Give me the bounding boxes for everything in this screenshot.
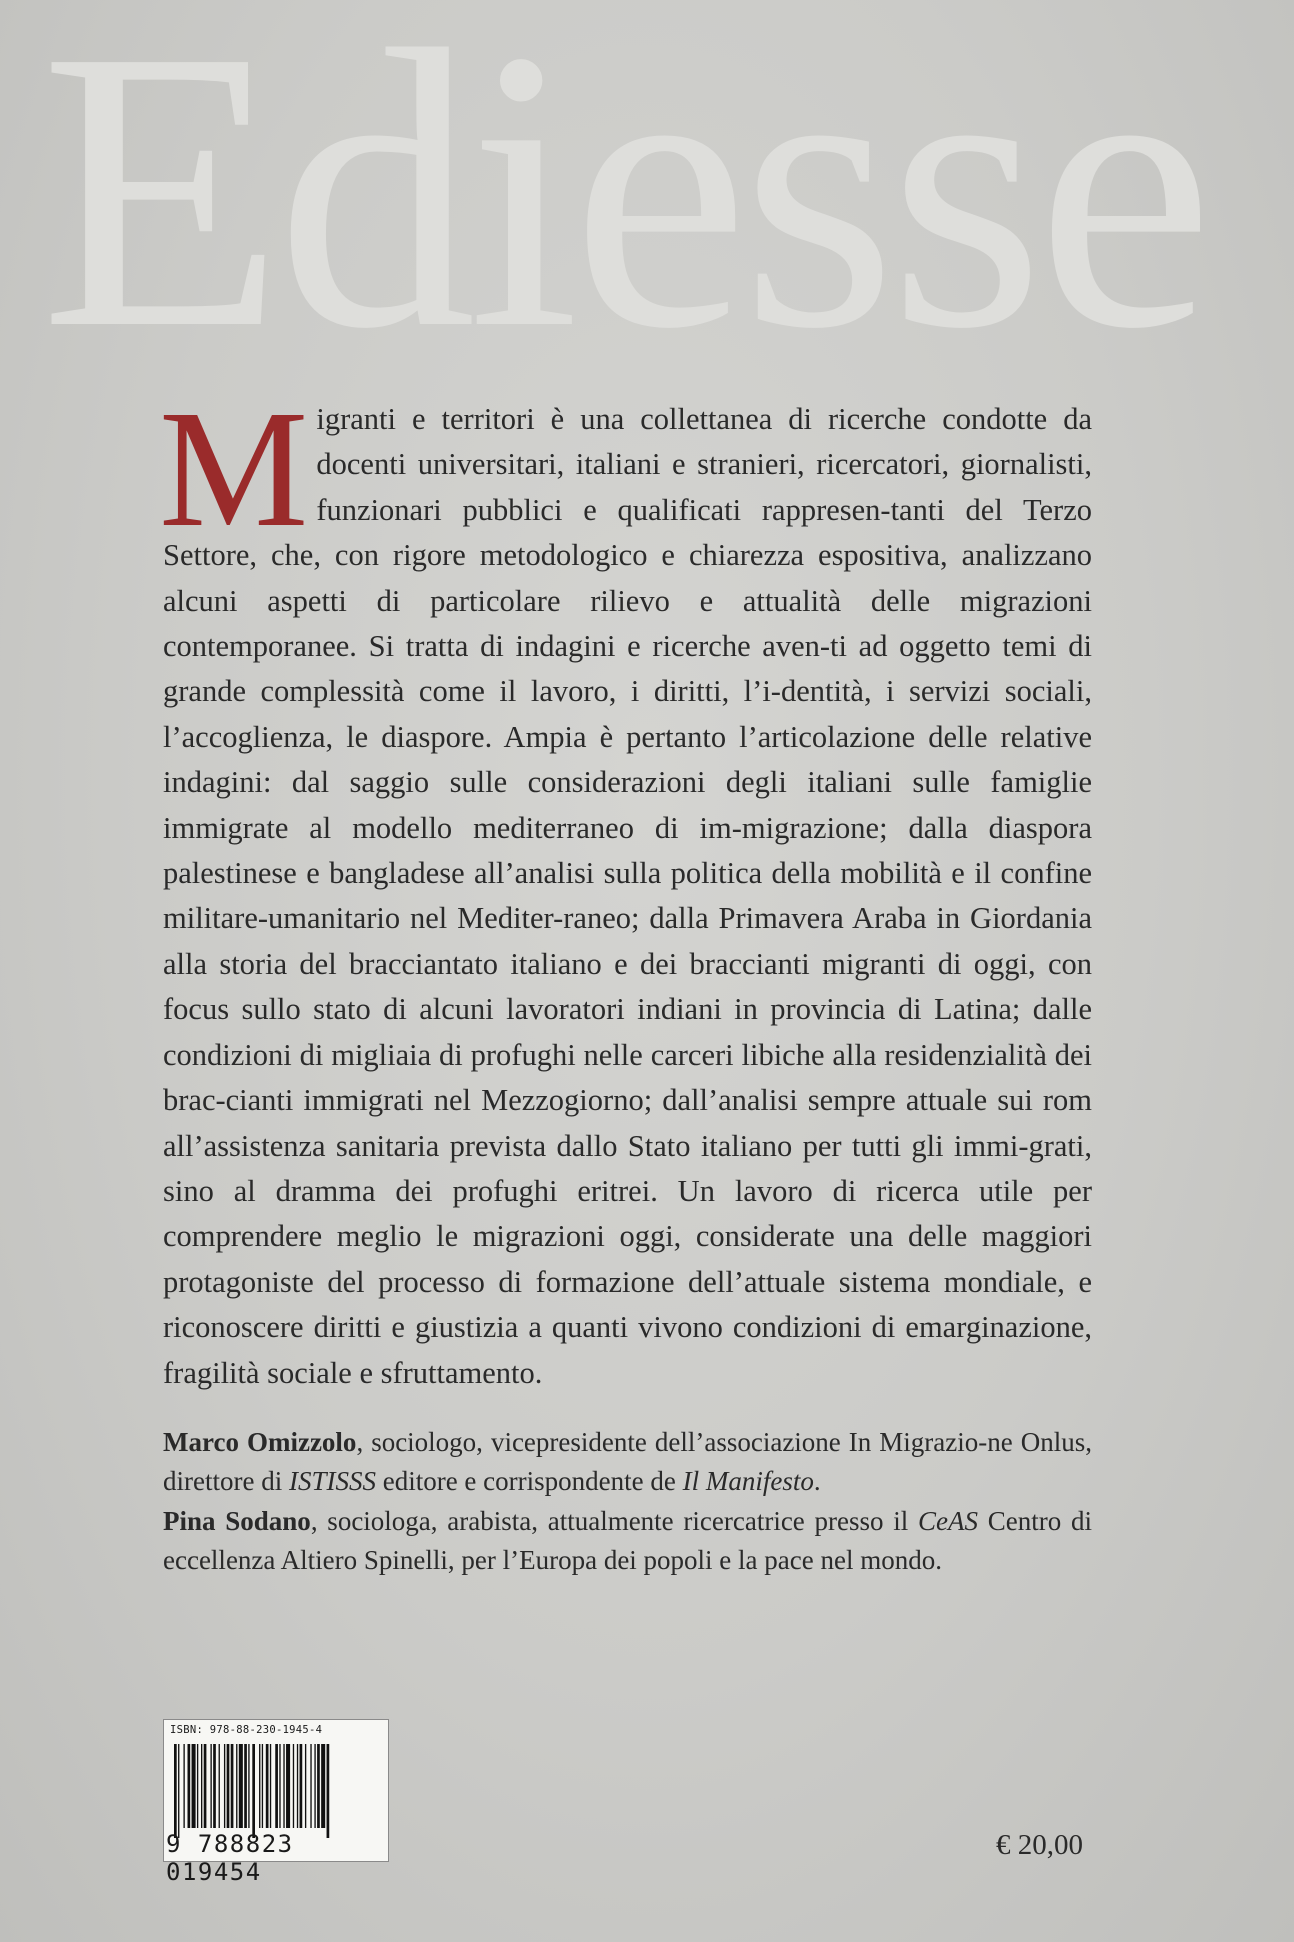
barcode-bar bbox=[248, 1744, 249, 1828]
barcode-digits: 9 788823 019454 bbox=[166, 1830, 294, 1886]
author-bio-2-text-a: , sociologa, arabista, attualmente ricercatrice presso il bbox=[310, 1505, 919, 1536]
barcode-bar bbox=[174, 1744, 177, 1838]
barcode-bar bbox=[227, 1744, 230, 1828]
publisher-watermark: Ediesse bbox=[40, 20, 1206, 380]
barcode-bar bbox=[310, 1744, 311, 1828]
barcode-bar bbox=[201, 1744, 202, 1828]
barcode-bar bbox=[231, 1744, 234, 1828]
author-bio-1-text-a: , sociologo, vicepresidente dell’associazione In Migrazio-ne Onlus, direttore di bbox=[163, 1426, 1092, 1497]
author-bio-1-text-b: editore e corrispondente de bbox=[375, 1466, 683, 1497]
author-bio-1-italic-2: Il Manifesto bbox=[682, 1466, 814, 1497]
author-bios bbox=[163, 1423, 1092, 1580]
isbn-label: ISBN: 978-88-230-1945-4 bbox=[170, 1724, 323, 1736]
author-name-2: Pina Sodano bbox=[163, 1505, 311, 1536]
barcode-bar bbox=[270, 1744, 271, 1828]
barcode-bar bbox=[321, 1744, 325, 1828]
barcode-bar bbox=[286, 1744, 290, 1828]
barcode-bar bbox=[219, 1744, 220, 1828]
barcode-bar bbox=[204, 1744, 207, 1828]
barcode-bar bbox=[300, 1744, 303, 1828]
barcode-bar bbox=[297, 1744, 298, 1828]
barcode-bar bbox=[279, 1744, 280, 1828]
barcode-bar bbox=[192, 1744, 196, 1828]
author-bio-1-text-c: . bbox=[813, 1466, 821, 1497]
back-cover-text bbox=[159, 376, 1093, 1580]
barcode-bar bbox=[305, 1744, 306, 1828]
barcode-bar bbox=[327, 1744, 330, 1838]
author-bio-1-italic-1: ISTISSS bbox=[288, 1466, 376, 1497]
author-bio-2-italic-1: CeAS bbox=[918, 1505, 979, 1536]
barcode-bar bbox=[188, 1744, 191, 1828]
author-name-1: Marco Omizzolo bbox=[163, 1426, 357, 1457]
isbn-barcode bbox=[163, 1719, 389, 1886]
author-bio-2 bbox=[163, 1502, 1092, 1581]
barcode-bar bbox=[210, 1744, 211, 1828]
barcode-bar bbox=[283, 1744, 284, 1828]
barcode-bar bbox=[239, 1744, 243, 1828]
drop-cap: M bbox=[159, 376, 309, 562]
barcode-bar bbox=[266, 1744, 269, 1828]
barcode-bar bbox=[244, 1744, 247, 1828]
author-bio-2-text-b: Centro di eccellenza Altiero Spinelli, per l’Europa dei popoli e la pace nel mondo. bbox=[163, 1505, 1093, 1575]
barcode-bar bbox=[213, 1744, 216, 1828]
barcode-bar bbox=[224, 1744, 225, 1828]
barcode-bars bbox=[174, 1744, 378, 1838]
barcode-bar bbox=[275, 1744, 278, 1828]
barcode-bar bbox=[183, 1744, 184, 1828]
barcode-bar bbox=[197, 1744, 198, 1828]
barcode-bar bbox=[259, 1744, 260, 1828]
barcode-bar bbox=[314, 1744, 315, 1828]
barcode-bar bbox=[262, 1744, 263, 1828]
blurb-paragraph bbox=[159, 376, 1092, 1396]
author-bio-1 bbox=[163, 1423, 1092, 1502]
blurb-text: igranti e territori è una collettanea di ricerche condotte da docenti universitari, italiani e stranieri, ricercatori, giornalisti, funzionari pubblici e qualificati rappresen-tanti del Terzo Settore, che, con rigore metodologico e chiarezza espositiva, analizzano alcuni aspetti di particolare rilievo e attualità delle migrazioni contemporanee. Si tratta di indagini e ricerche aven-ti ad oggetto temi di grande complessità come il lavoro, i diritti, l’i-dentità, i servizi sociali, l’accoglienza, le diaspore. Ampia è pertanto l’articolazione delle relative indagini: dal saggio sulle considerazioni degli italiani sulle famiglie immigrate al modello mediterraneo di im-migrazione; dalla diaspora palestinese e bangladese all’analisi sulla politica della mobilità e il confine militare-umanitario nel Mediter-raneo; dalla Primavera Araba in Giordania alla storia del bracciantato italiano e dei braccianti migranti di oggi, con focus sullo stato di alcuni lavoratori indiani in provincia di Latina; dalle condizioni di migliaia di profughi nelle carceri libiche alla residenzialità dei brac-cianti immigrati nel Mezzogiorno; dall’analisi sempre attuale sui rom all’assistenza sanitaria prevista dallo Stato italiano per tutti gli immi-grati, sino al dramma dei profughi eritrei. Un lavoro di ricerca utile per comprendere meglio le migrazioni oggi, considerate una delle maggiori protagoniste del processo di formazione dell’attuale sistema mondiale, e riconoscere diritti e giustizia a quanti vivono condizioni di emarginazione, fragilità sociale e sfruttamento. bbox=[163, 402, 1092, 1390]
barcode-bar bbox=[293, 1744, 294, 1828]
price-label: € 20,00 bbox=[996, 1829, 1083, 1861]
barcode-bar bbox=[178, 1744, 179, 1838]
barcode-bar bbox=[317, 1744, 320, 1828]
barcode-bar bbox=[252, 1744, 255, 1838]
barcode-bar bbox=[236, 1744, 237, 1828]
